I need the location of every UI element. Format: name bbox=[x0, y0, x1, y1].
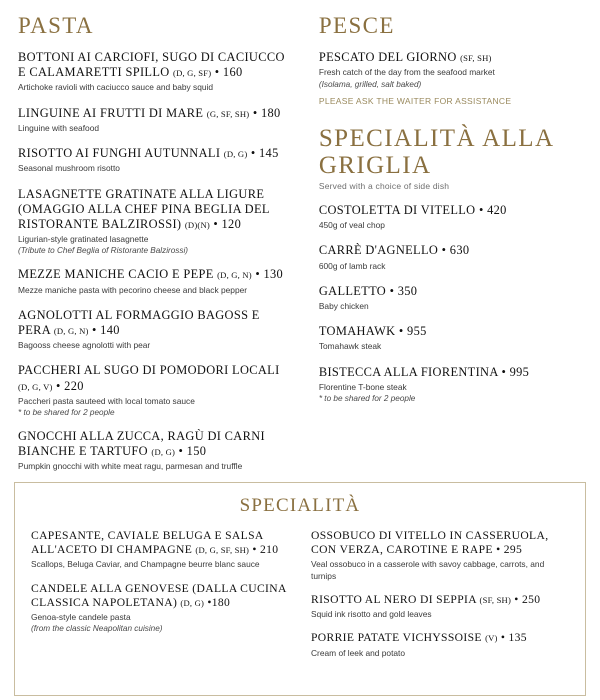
griglia-section-title: SPECIALITÀ ALLA GRIGLIA bbox=[318, 124, 554, 179]
menu-item-description: Pumpkin gnocchi with white meat ragu, parmesan and truffle bbox=[18, 461, 243, 472]
menu-item-allergens: (G, SF, SH) bbox=[206, 108, 250, 119]
menu-item-description: Cream of leek and potato bbox=[311, 647, 406, 658]
menu-item-note: * to be shared for 2 people bbox=[318, 394, 416, 404]
menu-item-price: • 350 bbox=[389, 283, 418, 298]
menu-item-allergens: (SF, SH) bbox=[479, 594, 512, 605]
menu-item-description: Seasonal mushroom risotto bbox=[18, 163, 120, 174]
menu-item-price: • 420 bbox=[478, 202, 507, 217]
menu-item-description: Mezze maniche pasta with pecorino cheese and black pepper bbox=[18, 284, 248, 295]
menu-item bbox=[18, 308, 289, 352]
pasta-section-title: PASTA bbox=[18, 13, 94, 38]
menu-item-description: Florentine T-bone steak bbox=[318, 381, 407, 392]
menu-item-name: MEZZE MANICHE CACIO E PEPE (D, G, N) • 130 bbox=[18, 267, 284, 282]
menu-item-name: GNOCCHI ALLA ZUCCA, RAGÙ DI CARNI BIANCHE E TARTUFO (D, G) • 150 bbox=[18, 429, 265, 459]
menu-item-price: • 180 bbox=[252, 105, 281, 120]
menu-item-description: Squid ink risotto and gold leaves bbox=[311, 609, 432, 620]
menu-item-name: RISOTTO AI FUNGHI AUTUNNALI (D, G) • 145 bbox=[18, 146, 279, 161]
menu-item-allergens: (D, G) bbox=[180, 597, 205, 608]
griglia-section-subtitle: Served with a choice of side dish bbox=[318, 180, 450, 191]
menu-item-description: Genoa-style candele pasta bbox=[31, 611, 131, 622]
menu-item bbox=[18, 146, 289, 174]
menu-item-note: * to be shared for 2 people bbox=[18, 408, 115, 418]
menu-item-allergens: (D, G, SF) bbox=[173, 68, 212, 79]
menu-item-allergens: (D, G, N) bbox=[53, 325, 89, 336]
menu-item-description: Tomahawk steak bbox=[318, 341, 382, 352]
menu-item bbox=[319, 50, 582, 107]
menu-item-allergens: (D, G) bbox=[151, 447, 176, 458]
menu-item-price: • 160 bbox=[214, 65, 243, 80]
menu-item-name: TOMAHAWK • 955 bbox=[318, 324, 427, 339]
menu-item-name: LASAGNETTE GRATINATE ALLA LIGURE (OMAGGIO ALLA CHEF PINA BEGLIA DEL RISTORANTE BALZIROSSI) (D)(N) • 120 bbox=[18, 186, 270, 231]
menu-item-name: BOTTONI AI CARCIOFI, SUGO DI CACIUCCO E CALAMARETTI SPILLO (D, G, SF) • 160 bbox=[18, 50, 285, 80]
menu-item-description: Paccheri pasta sauteed with local tomato sauce bbox=[18, 395, 195, 406]
menu-item-description: Fresh catch of the day from the seafood market bbox=[318, 67, 495, 78]
menu-item-name: BISTECCA ALLA FIORENTINA • 995 bbox=[318, 364, 530, 379]
menu-item-name: PORRIE PATATE VICHYSSOISE (V) • 135 bbox=[311, 631, 527, 645]
menu-item-note: (Isolama, grilled, salt baked) bbox=[318, 79, 422, 89]
menu-item bbox=[311, 631, 569, 658]
menu-item-price: •180 bbox=[207, 595, 231, 609]
menu-item bbox=[18, 106, 289, 134]
menu-item-name: GALLETTO • 350 bbox=[318, 283, 418, 298]
menu-item-price: • 220 bbox=[56, 378, 84, 393]
menu-item bbox=[311, 529, 569, 582]
menu-item-price: • 120 bbox=[213, 216, 242, 231]
menu-item-name: PACCHERI AL SUGO DI POMODORI LOCALI (D, G, V) • 220 bbox=[18, 363, 280, 393]
specialita-left-column bbox=[31, 529, 289, 670]
menu-item-description: 600g of lamb rack bbox=[318, 260, 386, 271]
menu-item bbox=[18, 187, 289, 256]
menu-item-price: • 955 bbox=[398, 324, 427, 339]
menu-item-allergens: (D, G) bbox=[223, 149, 248, 160]
menu-item-note: (from the classic Neapolitan cuisine) bbox=[31, 624, 163, 634]
menu-item bbox=[319, 203, 582, 231]
menu-item-price: • 295 bbox=[496, 543, 523, 557]
menu-item-description: Baby chicken bbox=[318, 300, 369, 311]
specialita-box bbox=[14, 482, 586, 696]
menu-columns bbox=[18, 14, 582, 482]
menu-item-name: COSTOLETTA DI VITELLO • 420 bbox=[318, 202, 507, 217]
menu-item-description: Veal ossobuco in a casserole with savoy cabbage, carrots, and turnips bbox=[311, 559, 545, 581]
menu-item-name: CAPESANTE, CAVIALE BELUGA E SALSA ALL'ACETO DI CHAMPAGNE (D, G, SF, SH) • 210 bbox=[31, 529, 279, 557]
menu-item bbox=[18, 429, 289, 473]
pasta-column bbox=[18, 14, 289, 482]
menu-item bbox=[319, 324, 582, 352]
menu-item bbox=[18, 363, 289, 417]
menu-item bbox=[311, 593, 569, 620]
menu-item-name: RISOTTO AL NERO DI SEPPIA (SF, SH) • 250 bbox=[311, 592, 541, 606]
menu-item bbox=[319, 284, 582, 312]
menu-item-description: 450g of veal chop bbox=[318, 220, 385, 231]
menu-item-price: • 140 bbox=[92, 322, 120, 337]
menu-item bbox=[31, 582, 289, 634]
specialita-box-title: SPECIALITÀ bbox=[239, 495, 361, 516]
menu-item-description: Bagooss cheese agnolotti with pear bbox=[18, 340, 151, 351]
menu-item-name: AGNOLOTTI AL FORMAGGIO BAGOSS E PERA (D, G, N) • 140 bbox=[18, 307, 260, 337]
menu-item-price: • 150 bbox=[178, 444, 207, 459]
menu-item-price: • 250 bbox=[514, 592, 541, 606]
waiter-assistance-note: PLEASE ASK THE WAITER FOR ASSISTANCE bbox=[318, 95, 512, 106]
menu-item-name: CARRÈ D'AGNELLO • 630 bbox=[318, 243, 470, 258]
menu-item-allergens: (D, G, SF, SH) bbox=[195, 545, 250, 556]
pesce-griglia-column bbox=[311, 14, 582, 482]
menu-item-price: • 630 bbox=[441, 243, 470, 258]
specialita-right-column bbox=[311, 529, 569, 670]
menu-item bbox=[319, 243, 582, 271]
menu-item bbox=[319, 365, 582, 403]
menu-item-name: OSSOBUCO DI VITELLO IN CASSERUOLA, CON VERZA, CAROTINE E RAPE • 295 bbox=[311, 529, 549, 557]
menu-item-description: Artichoke ravioli with caciucco sauce and baby squid bbox=[18, 82, 214, 93]
menu-item bbox=[31, 529, 289, 571]
menu-item-name: LINGUINE AI FRUTTI DI MARE (G, SF, SH) • 180 bbox=[18, 105, 281, 120]
menu-item-price: • 995 bbox=[501, 364, 530, 379]
menu-item-description: Scallops, Beluga Caviar, and Champagne beurre blanc sauce bbox=[31, 559, 260, 570]
menu-item-price: • 130 bbox=[255, 267, 284, 282]
specialita-box-columns bbox=[31, 529, 569, 670]
menu-item bbox=[18, 267, 289, 295]
menu-item-note: (Tribute to Chef Beglia of Ristorante Balzirossi) bbox=[18, 246, 189, 256]
menu-item-description: Ligurian-style gratinated lasagnette bbox=[18, 234, 149, 245]
menu-item-price: • 210 bbox=[252, 543, 279, 557]
menu-item-allergens: (D, G, V) bbox=[18, 381, 53, 392]
menu-item-price: • 135 bbox=[500, 631, 527, 645]
menu-item-allergens: (V) bbox=[485, 633, 498, 644]
menu-item-allergens: (SF, SH) bbox=[460, 53, 492, 64]
menu-item-description: Linguine with seafood bbox=[18, 122, 100, 133]
menu-item-allergens: (D, G, N) bbox=[217, 270, 252, 281]
pesce-section-title: PESCE bbox=[318, 13, 395, 38]
menu-item-allergens: (D)(N) bbox=[184, 219, 210, 230]
menu-item-name: CANDELE ALLA GENOVESE (DALLA CUCINA CLASSICA NAPOLETANA) (D, G) •180 bbox=[31, 581, 287, 609]
menu-item-price: • 145 bbox=[250, 146, 279, 161]
menu-item bbox=[18, 50, 289, 94]
menu-item-name: PESCATO DEL GIORNO (SF, SH) bbox=[318, 50, 492, 65]
